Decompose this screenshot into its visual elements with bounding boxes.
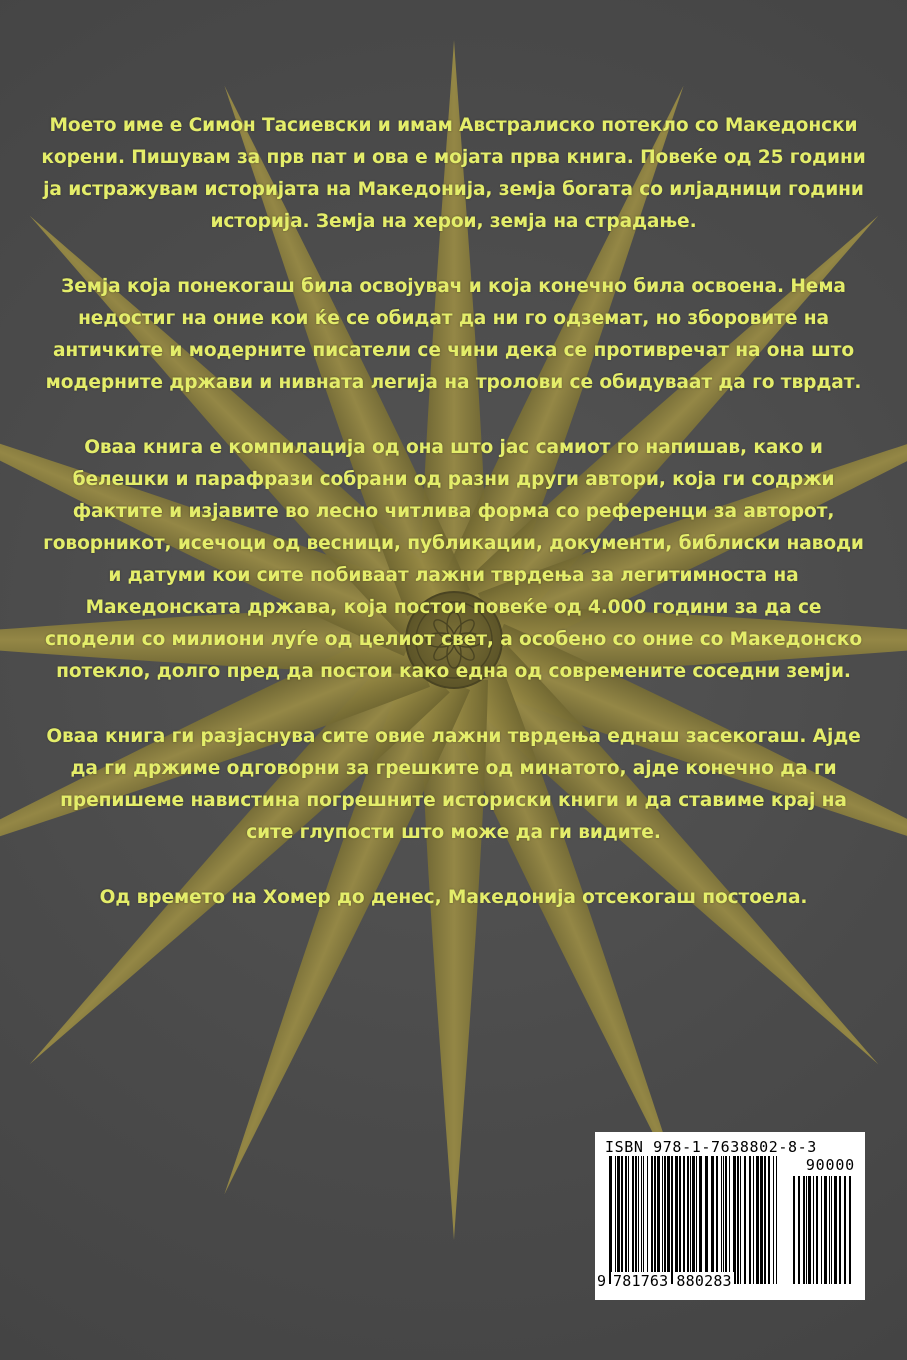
barcode-bar (679, 1156, 681, 1284)
barcode-bar (675, 1156, 678, 1284)
barcode-bar (816, 1176, 818, 1284)
barcode-bar (808, 1176, 811, 1284)
blurb-paragraph-5: Од времето на Хомер до денес, Македонија отсекогаш постоела. (99, 887, 808, 908)
barcode-bar (756, 1156, 759, 1284)
isbn-text (605, 1138, 857, 1156)
barcode-bar (662, 1156, 663, 1284)
barcode-bar (760, 1156, 763, 1284)
barcode-bar (621, 1156, 623, 1284)
blurb-paragraph-1: Моето име е Симон Тасиевски и имам Австралиско потекло со Македонски корени. Пишувам за прв пат и ова е мојата прва книга. Повеќе од 25 години ја истражувам историјата на Македонија, земја богата со илјадници години историја. Земја на херои, земја на страдање. (41, 115, 866, 232)
ean-barcode-bars (609, 1156, 777, 1284)
barcode-bar (723, 1156, 724, 1284)
barcode-bar (705, 1156, 708, 1284)
back-cover-blurb (40, 110, 867, 947)
ean-left-group: 781763 (613, 1272, 669, 1290)
price-code: 90000 (805, 1156, 855, 1174)
isbn-barcode (595, 1132, 865, 1300)
barcode-bar (699, 1156, 702, 1284)
barcode-bar (821, 1176, 822, 1284)
barcode-bar (683, 1156, 685, 1284)
barcode-bar (635, 1156, 637, 1284)
barcode-bar (664, 1156, 666, 1284)
barcode-bar (716, 1156, 718, 1284)
blurb-paragraph-3: Оваа книга е компилација од она што јас самиот го напишав, како и белешки и парафрази собрани од разни други автори, која ги содржи фактите и изјавите во лесно читлива форма со референци за авторот, говорникот, исечоци од весници, публикации, документи, библиски наводи и датуми кои сите побиваат лажни тврдења за легитимноста на Македонската држава, која постои повеќе од 4.000 години за да се сподели со милиони луѓе од целиот свет, а особено со оние со Македонско потекло, долго пред да постои како една од современите соседни земји. (43, 437, 864, 682)
barcode-bar (725, 1156, 727, 1284)
barcode-bar (711, 1156, 714, 1284)
barcode-bar (667, 1156, 670, 1284)
barcode-bar (776, 1156, 777, 1284)
barcode-bar (729, 1156, 730, 1284)
barcode-bar (632, 1156, 634, 1284)
barcode-bar (733, 1156, 736, 1284)
barcode-bar (749, 1156, 751, 1284)
barcode-bar (753, 1156, 754, 1284)
barcode-bar (625, 1156, 627, 1284)
barcode-bar (740, 1156, 741, 1284)
barcode-bar (687, 1156, 689, 1284)
barcode-bar (696, 1156, 697, 1284)
barcode-bar (615, 1156, 616, 1284)
ean-right-group: 880283 (676, 1272, 732, 1290)
barcode-bar (773, 1156, 774, 1284)
isbn-label: ISBN (605, 1138, 644, 1156)
isbn-number: 978-1-7638802-8-3 (653, 1138, 817, 1156)
barcode-bar (643, 1156, 644, 1284)
ean-first-digit: 9 (597, 1272, 607, 1290)
barcode-bar (721, 1156, 722, 1284)
barcode-bar (839, 1176, 841, 1284)
barcode-bar (813, 1176, 814, 1284)
barcode-bar (692, 1156, 695, 1284)
blurb-paragraph-2: Земја која понекогаш била освојувач и која конечно била освоена. Нема недостиг на оние кои ќе се обидат да ни го одземат, но зборовите на античките и модерните писатели се чини дека се противречат на она што модерните држави и нивната легија на тролови се обидуваат да го тврдат. (45, 276, 862, 393)
barcode-bar (651, 1156, 653, 1284)
barcode-bar (829, 1176, 830, 1284)
barcode-bar (849, 1176, 851, 1284)
addon-barcode-bars (793, 1176, 851, 1284)
barcode-bar (628, 1156, 629, 1284)
barcode-bar (831, 1176, 832, 1284)
barcode-bar (834, 1176, 837, 1284)
barcode-bar (768, 1156, 770, 1284)
barcode-bar (609, 1156, 612, 1284)
ean-digits (597, 1272, 787, 1292)
barcode-bar (690, 1156, 691, 1284)
barcode-bar (641, 1156, 642, 1284)
barcode-bar (764, 1156, 766, 1284)
barcode-bar (654, 1156, 656, 1284)
barcode-bar (617, 1156, 620, 1284)
barcode-bar (798, 1176, 800, 1284)
barcode-bar (803, 1176, 805, 1284)
barcode-bar (671, 1156, 673, 1284)
barcode-bar (737, 1156, 739, 1284)
barcode-bar (824, 1176, 827, 1284)
barcode-bar (844, 1176, 846, 1284)
barcode-bar (793, 1176, 795, 1284)
barcode-bar (657, 1156, 660, 1284)
barcode-bar (806, 1176, 807, 1284)
blurb-paragraph-4: Оваа книга ги разјаснува сите овие лажни тврдења еднаш засекогаш. Ајде да ги држиме одговорни за грешките од минатото, ајде конечно да ги препишеме навистина погрешните историски книги и да ставиме крај на сите глупости што може да ги видите. (46, 726, 861, 843)
barcode-bar (638, 1156, 639, 1284)
barcode-bar (647, 1156, 648, 1284)
barcode-bar (744, 1156, 746, 1284)
